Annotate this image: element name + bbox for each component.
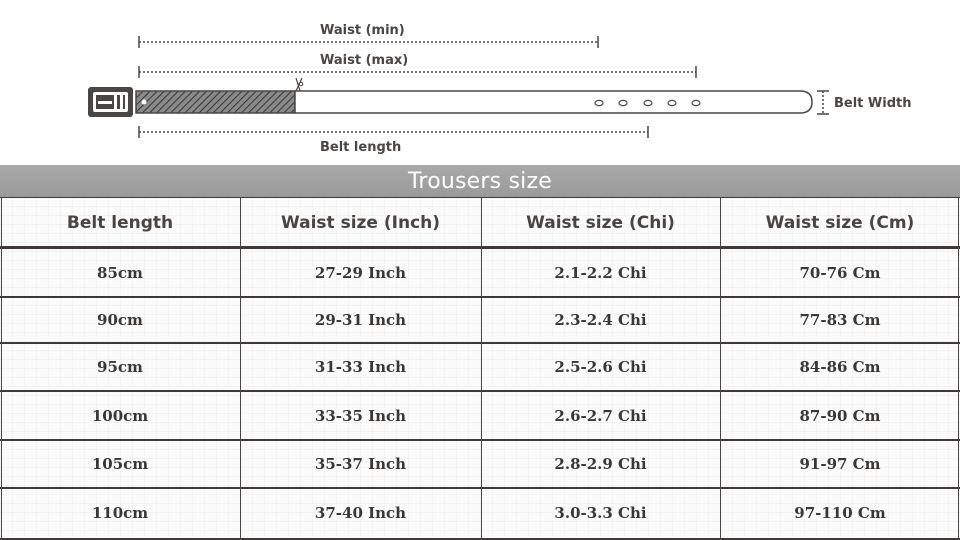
waist-cm-cell: 87-90 Cm xyxy=(799,406,881,425)
waist-chi-cell: 2.8-2.9 Chi xyxy=(554,455,647,473)
waist-min-label: Waist (min) xyxy=(320,23,405,38)
table-divider xyxy=(0,296,960,298)
table-divider xyxy=(240,197,241,540)
belt-length-cell: 105cm xyxy=(91,455,149,473)
table-divider xyxy=(0,487,960,489)
scissors-icon xyxy=(296,78,303,91)
waist-chi-cell: 2.5-2.6 Chi xyxy=(554,358,647,376)
waist-inch-cell: 31-33 Inch xyxy=(314,358,407,376)
waist-chi-cell: 3.0-3.3 Chi xyxy=(554,504,647,522)
table-row xyxy=(0,488,960,538)
table-divider xyxy=(481,197,482,540)
belt-width-dimension xyxy=(817,91,829,114)
belt-diagram xyxy=(0,0,960,165)
belt-length-cell: 90cm xyxy=(97,311,143,329)
waist-max-dimension xyxy=(139,66,696,78)
table-row xyxy=(0,248,960,297)
table-row xyxy=(0,391,960,440)
table-divider xyxy=(0,246,960,249)
belt-width-label: Belt Width xyxy=(834,96,912,111)
waist-inch-cell: 35-37 Inch xyxy=(314,455,407,473)
belt-length-cell: 95cm xyxy=(97,358,143,376)
table-title: Trousers size xyxy=(408,168,552,194)
waist-cm-cell: 77-83 Cm xyxy=(799,311,881,329)
header-waist-chi: Waist size (Chi) xyxy=(526,212,675,233)
belt-length-cell: 85cm xyxy=(97,263,143,282)
table-row xyxy=(0,440,960,488)
waist-inch-cell: 27-29 Inch xyxy=(314,263,407,282)
table-divider xyxy=(0,197,960,198)
belt-length-cell: 110cm xyxy=(91,504,149,522)
table-row xyxy=(0,297,960,343)
table-row xyxy=(0,343,960,391)
waist-chi-cell: 2.1-2.2 Chi xyxy=(554,263,647,282)
waist-inch-cell: 33-35 Inch xyxy=(314,406,407,425)
table-header-row xyxy=(0,197,960,248)
table-title-bar xyxy=(0,165,960,197)
belt-length-cell: 100cm xyxy=(91,406,149,425)
table-divider xyxy=(1,197,2,540)
size-table xyxy=(0,197,960,540)
table-divider xyxy=(958,197,959,540)
belt-illustration xyxy=(0,0,960,165)
table-divider xyxy=(0,390,960,392)
table-divider xyxy=(0,439,960,441)
table-divider xyxy=(720,197,721,540)
waist-inch-cell: 37-40 Inch xyxy=(314,504,407,522)
waist-cm-cell: 84-86 Cm xyxy=(799,358,881,376)
header-waist-cm: Waist size (Cm) xyxy=(765,212,915,233)
waist-cm-cell: 91-97 Cm xyxy=(799,455,881,473)
waist-cm-cell: 97-110 Cm xyxy=(794,504,886,522)
buckle-icon xyxy=(88,87,133,117)
header-belt-length: Belt length xyxy=(66,212,174,233)
waist-chi-cell: 2.6-2.7 Chi xyxy=(554,406,647,425)
belt-length-dimension xyxy=(139,126,648,138)
table-divider xyxy=(0,342,960,344)
belt-length-label: Belt length xyxy=(320,140,402,155)
waist-cm-cell: 70-76 Cm xyxy=(799,263,881,282)
header-waist-inch: Waist size (Inch) xyxy=(280,212,441,233)
waist-max-label: Waist (max) xyxy=(320,53,409,68)
waist-chi-cell: 2.3-2.4 Chi xyxy=(554,311,647,329)
belt-strap xyxy=(136,91,812,113)
waist-inch-cell: 29-31 Inch xyxy=(314,311,407,329)
